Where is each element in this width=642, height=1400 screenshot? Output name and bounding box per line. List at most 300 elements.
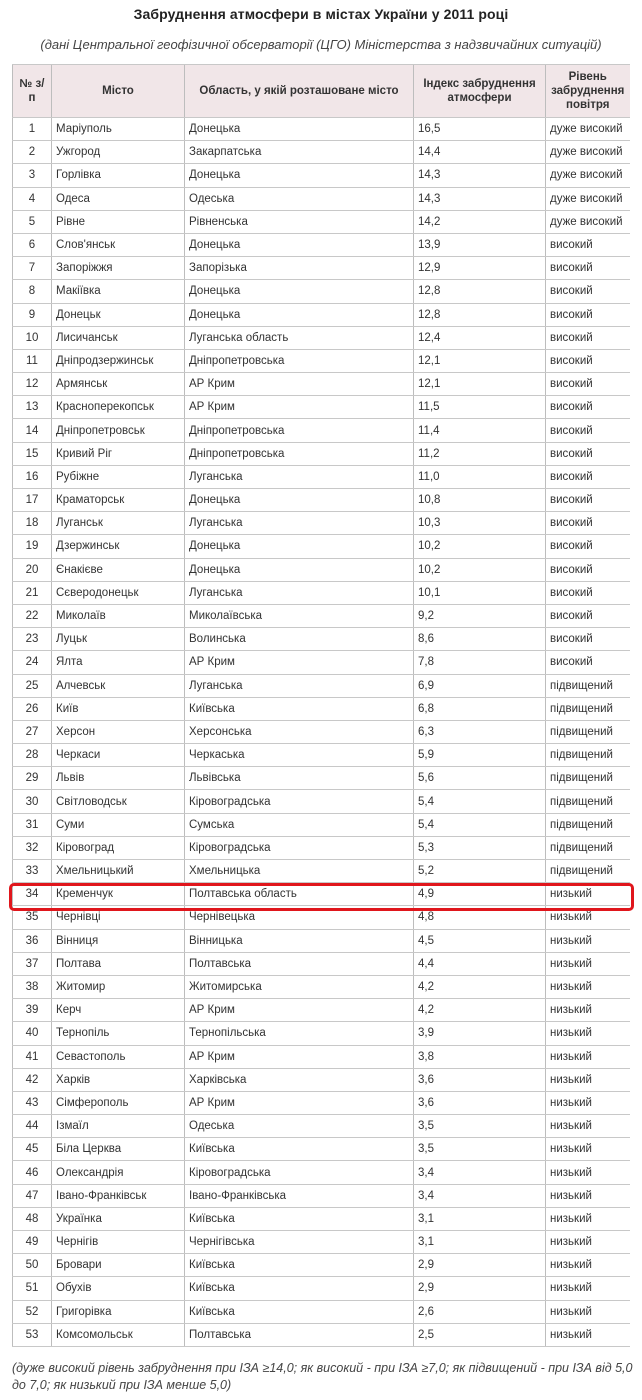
cell-level: низький [546, 1323, 630, 1346]
cell-city: Слов'янськ [52, 233, 185, 256]
cell-city: Херсон [52, 720, 185, 743]
cell-city: Рівне [52, 210, 185, 233]
cell-index: 4,4 [414, 952, 546, 975]
table-row [13, 1254, 630, 1277]
cell-level: підвищений [546, 674, 630, 697]
table-row [13, 697, 630, 720]
cell-index: 3,1 [414, 1207, 546, 1230]
cell-region: Луганська область [185, 326, 414, 349]
table-row [13, 118, 630, 141]
table-row [13, 1045, 630, 1068]
cell-city: Кременчук [52, 883, 185, 906]
cell-level: підвищений [546, 744, 630, 767]
table-row [13, 674, 630, 697]
cell-level: підвищений [546, 767, 630, 790]
cell-region: Донецька [185, 233, 414, 256]
pollution-table [12, 64, 630, 1347]
cell-level: дуже високий [546, 210, 630, 233]
cell-region: Чернівецька [185, 906, 414, 929]
cell-city: Макіївка [52, 280, 185, 303]
table-row [13, 187, 630, 210]
cell-city: Українка [52, 1207, 185, 1230]
cell-index: 14,3 [414, 187, 546, 210]
cell-region: Запорізька [185, 257, 414, 280]
cell-number: 28 [13, 744, 52, 767]
cell-city: Ізмаїл [52, 1115, 185, 1138]
cell-number: 45 [13, 1138, 52, 1161]
cell-level: низький [546, 1068, 630, 1091]
cell-region: Донецька [185, 558, 414, 581]
cell-level: низький [546, 883, 630, 906]
cell-city: Одеса [52, 187, 185, 210]
cell-number: 52 [13, 1300, 52, 1323]
table-row [13, 489, 630, 512]
cell-index: 14,4 [414, 141, 546, 164]
footnote: (дуже високий рівень забруднення при ІЗА ≥14,0; як високий - при ІЗА ≥7,0; як підвищений - при ІЗА від 5,0 до 7,0; як низький при ІЗА менше 5,0) [12, 1361, 633, 1392]
cell-level: низький [546, 952, 630, 975]
cell-index: 16,5 [414, 118, 546, 141]
header-number: № з/п [13, 65, 52, 118]
cell-city: Луганськ [52, 512, 185, 535]
cell-level: дуже високий [546, 141, 630, 164]
cell-index: 2,9 [414, 1277, 546, 1300]
cell-number: 44 [13, 1115, 52, 1138]
table-row [13, 558, 630, 581]
cell-level: високий [546, 489, 630, 512]
cell-number: 37 [13, 952, 52, 975]
cell-city: Горлівка [52, 164, 185, 187]
table-row [13, 1300, 630, 1323]
cell-index: 10,3 [414, 512, 546, 535]
cell-number: 40 [13, 1022, 52, 1045]
cell-city: Керч [52, 999, 185, 1022]
cell-number: 24 [13, 651, 52, 674]
header-region: Область, у якій розташоване місто [185, 65, 414, 118]
cell-level: підвищений [546, 836, 630, 859]
cell-region: Київська [185, 1207, 414, 1230]
cell-index: 10,8 [414, 489, 546, 512]
cell-number: 53 [13, 1323, 52, 1346]
cell-index: 5,3 [414, 836, 546, 859]
table-row [13, 1161, 630, 1184]
cell-city: Донецьк [52, 303, 185, 326]
cell-region: Львівська [185, 767, 414, 790]
cell-level: високий [546, 512, 630, 535]
cell-number: 3 [13, 164, 52, 187]
cell-level: підвищений [546, 720, 630, 743]
cell-index: 5,6 [414, 767, 546, 790]
cell-index: 5,9 [414, 744, 546, 767]
cell-region: Кіровоградська [185, 836, 414, 859]
cell-number: 7 [13, 257, 52, 280]
cell-region: АР Крим [185, 373, 414, 396]
cell-number: 51 [13, 1277, 52, 1300]
cell-region: Волинська [185, 628, 414, 651]
cell-index: 12,4 [414, 326, 546, 349]
cell-region: Полтавська [185, 952, 414, 975]
table-row [13, 651, 630, 674]
cell-level: низький [546, 1091, 630, 1114]
cell-region: Хмельницька [185, 860, 414, 883]
cell-number: 35 [13, 906, 52, 929]
cell-level: підвищений [546, 697, 630, 720]
cell-level: низький [546, 1022, 630, 1045]
table-body [13, 118, 630, 1347]
cell-region: Донецька [185, 303, 414, 326]
cell-region: Донецька [185, 118, 414, 141]
table-row [13, 999, 630, 1022]
cell-index: 4,2 [414, 975, 546, 998]
cell-index: 2,5 [414, 1323, 546, 1346]
cell-region: АР Крим [185, 651, 414, 674]
table-row [13, 1022, 630, 1045]
table-row [13, 512, 630, 535]
cell-city: Львів [52, 767, 185, 790]
cell-city: Севастополь [52, 1045, 185, 1068]
table-row [13, 929, 630, 952]
cell-region: Луганська [185, 512, 414, 535]
cell-region: Донецька [185, 535, 414, 558]
table-row [13, 373, 630, 396]
cell-index: 12,8 [414, 303, 546, 326]
cell-city: Обухів [52, 1277, 185, 1300]
cell-index: 4,8 [414, 906, 546, 929]
cell-index: 3,4 [414, 1184, 546, 1207]
cell-city: Краматорськ [52, 489, 185, 512]
cell-region: Луганська [185, 674, 414, 697]
cell-city: Єнакієве [52, 558, 185, 581]
cell-city: Вінниця [52, 929, 185, 952]
cell-level: низький [546, 1254, 630, 1277]
table-row [13, 720, 630, 743]
cell-index: 5,2 [414, 860, 546, 883]
cell-region: Кіровоградська [185, 790, 414, 813]
cell-region: Одеська [185, 1115, 414, 1138]
table-row [13, 790, 630, 813]
cell-region: Черкаська [185, 744, 414, 767]
cell-level: низький [546, 999, 630, 1022]
cell-level: дуже високий [546, 164, 630, 187]
table-row [13, 303, 630, 326]
cell-index: 9,2 [414, 604, 546, 627]
table-row [13, 1207, 630, 1230]
cell-level: низький [546, 975, 630, 998]
cell-index: 12,1 [414, 349, 546, 372]
table-row [13, 442, 630, 465]
table-row [13, 604, 630, 627]
table-row [13, 906, 630, 929]
cell-region: Рівненська [185, 210, 414, 233]
cell-index: 13,9 [414, 233, 546, 256]
table-row [13, 883, 630, 906]
cell-region: АР Крим [185, 999, 414, 1022]
cell-index: 3,8 [414, 1045, 546, 1068]
cell-city: Сімферополь [52, 1091, 185, 1114]
cell-number: 10 [13, 326, 52, 349]
table-row [13, 141, 630, 164]
cell-city: Ялта [52, 651, 185, 674]
cell-region: Донецька [185, 489, 414, 512]
table-row [13, 628, 630, 651]
cell-number: 19 [13, 535, 52, 558]
cell-region: АР Крим [185, 1045, 414, 1068]
table-row [13, 280, 630, 303]
table-row [13, 1091, 630, 1114]
cell-number: 6 [13, 233, 52, 256]
table-row [13, 465, 630, 488]
cell-index: 12,1 [414, 373, 546, 396]
cell-index: 8,6 [414, 628, 546, 651]
cell-level: високий [546, 396, 630, 419]
table-row [13, 860, 630, 883]
cell-city: Чернівці [52, 906, 185, 929]
cell-region: Донецька [185, 164, 414, 187]
cell-number: 39 [13, 999, 52, 1022]
cell-city: Харків [52, 1068, 185, 1091]
table-row [13, 419, 630, 442]
cell-number: 42 [13, 1068, 52, 1091]
cell-level: низький [546, 1115, 630, 1138]
cell-city: Дніпропетровськ [52, 419, 185, 442]
cell-level: підвищений [546, 860, 630, 883]
cell-level: високий [546, 257, 630, 280]
cell-level: низький [546, 1277, 630, 1300]
cell-city: Бровари [52, 1254, 185, 1277]
cell-number: 16 [13, 465, 52, 488]
cell-number: 1 [13, 118, 52, 141]
cell-number: 21 [13, 581, 52, 604]
cell-number: 22 [13, 604, 52, 627]
table-row [13, 535, 630, 558]
cell-index: 4,2 [414, 999, 546, 1022]
cell-level: дуже високий [546, 187, 630, 210]
cell-number: 4 [13, 187, 52, 210]
cell-city: Луцьк [52, 628, 185, 651]
cell-city: Рубіжне [52, 465, 185, 488]
cell-city: Алчевськ [52, 674, 185, 697]
cell-number: 47 [13, 1184, 52, 1207]
cell-number: 25 [13, 674, 52, 697]
cell-region: Вінницька [185, 929, 414, 952]
cell-city: Олександрія [52, 1161, 185, 1184]
cell-level: високий [546, 303, 630, 326]
cell-level: високий [546, 326, 630, 349]
cell-region: Житомирська [185, 975, 414, 998]
cell-number: 15 [13, 442, 52, 465]
cell-number: 49 [13, 1231, 52, 1254]
cell-index: 3,4 [414, 1161, 546, 1184]
cell-level: високий [546, 581, 630, 604]
cell-city: Житомир [52, 975, 185, 998]
cell-level: низький [546, 929, 630, 952]
header-index: Індекс забруднення атмосфери [414, 65, 546, 118]
cell-level: низький [546, 1184, 630, 1207]
cell-level: низький [546, 1161, 630, 1184]
cell-level: високий [546, 604, 630, 627]
table-row [13, 836, 630, 859]
cell-number: 2 [13, 141, 52, 164]
cell-city: Комсомольськ [52, 1323, 185, 1346]
table-row [13, 1115, 630, 1138]
cell-index: 6,3 [414, 720, 546, 743]
cell-index: 6,8 [414, 697, 546, 720]
table-header-row [13, 65, 630, 118]
cell-number: 18 [13, 512, 52, 535]
cell-city: Полтава [52, 952, 185, 975]
cell-region: Київська [185, 697, 414, 720]
cell-city: Хмельницький [52, 860, 185, 883]
cell-region: Харківська [185, 1068, 414, 1091]
table-row [13, 349, 630, 372]
cell-number: 33 [13, 860, 52, 883]
cell-level: високий [546, 651, 630, 674]
cell-number: 9 [13, 303, 52, 326]
cell-number: 14 [13, 419, 52, 442]
cell-number: 46 [13, 1161, 52, 1184]
cell-region: Полтавська [185, 1323, 414, 1346]
cell-region: Закарпатська [185, 141, 414, 164]
cell-city: Біла Церква [52, 1138, 185, 1161]
table-row [13, 326, 630, 349]
table-row [13, 744, 630, 767]
cell-level: підвищений [546, 813, 630, 836]
cell-level: низький [546, 1231, 630, 1254]
cell-region: Херсонська [185, 720, 414, 743]
cell-city: Кіровоград [52, 836, 185, 859]
cell-level: високий [546, 233, 630, 256]
cell-region: Дніпропетровська [185, 419, 414, 442]
cell-region: Сумська [185, 813, 414, 836]
cell-number: 32 [13, 836, 52, 859]
table-row [13, 396, 630, 419]
cell-city: Запоріжжя [52, 257, 185, 280]
cell-index: 3,9 [414, 1022, 546, 1045]
cell-number: 38 [13, 975, 52, 998]
cell-region: АР Крим [185, 396, 414, 419]
cell-index: 11,4 [414, 419, 546, 442]
cell-number: 27 [13, 720, 52, 743]
cell-index: 5,4 [414, 813, 546, 836]
cell-number: 34 [13, 883, 52, 906]
cell-number: 36 [13, 929, 52, 952]
cell-city: Світловодськ [52, 790, 185, 813]
cell-region: АР Крим [185, 1091, 414, 1114]
cell-region: Київська [185, 1300, 414, 1323]
table-row [13, 975, 630, 998]
cell-region: Івано-Франківська [185, 1184, 414, 1207]
table-row [13, 581, 630, 604]
cell-index: 3,6 [414, 1068, 546, 1091]
cell-city: Красноперекопськ [52, 396, 185, 419]
cell-level: високий [546, 349, 630, 372]
cell-level: високий [546, 419, 630, 442]
cell-city: Чернігів [52, 1231, 185, 1254]
cell-index: 3,6 [414, 1091, 546, 1114]
page-subtitle: (дані Центральної геофізичної обсерваторії (ЦГО) Міністерства з надзвичайних ситуацій) [40, 37, 602, 52]
cell-region: Київська [185, 1138, 414, 1161]
cell-number: 30 [13, 790, 52, 813]
cell-city: Тернопіль [52, 1022, 185, 1045]
cell-number: 31 [13, 813, 52, 836]
table-row [13, 1068, 630, 1091]
cell-index: 12,9 [414, 257, 546, 280]
cell-region: Донецька [185, 280, 414, 303]
cell-level: низький [546, 1300, 630, 1323]
table-row [13, 1323, 630, 1346]
cell-region: Київська [185, 1277, 414, 1300]
cell-index: 10,2 [414, 535, 546, 558]
cell-level: високий [546, 442, 630, 465]
cell-number: 8 [13, 280, 52, 303]
table-row [13, 164, 630, 187]
cell-region: Дніпропетровська [185, 349, 414, 372]
cell-index: 4,9 [414, 883, 546, 906]
table-row [13, 210, 630, 233]
cell-number: 29 [13, 767, 52, 790]
cell-region: Дніпропетровська [185, 442, 414, 465]
cell-index: 3,5 [414, 1138, 546, 1161]
cell-level: низький [546, 906, 630, 929]
cell-city: Дніпродзержинськ [52, 349, 185, 372]
cell-number: 50 [13, 1254, 52, 1277]
header-level: Рівень забруднення повітря [546, 65, 630, 118]
cell-number: 48 [13, 1207, 52, 1230]
cell-index: 2,9 [414, 1254, 546, 1277]
cell-index: 11,5 [414, 396, 546, 419]
cell-index: 14,3 [414, 164, 546, 187]
cell-city: Миколаїв [52, 604, 185, 627]
cell-index: 4,5 [414, 929, 546, 952]
cell-number: 5 [13, 210, 52, 233]
cell-number: 43 [13, 1091, 52, 1114]
cell-index: 12,8 [414, 280, 546, 303]
cell-index: 7,8 [414, 651, 546, 674]
table-row [13, 233, 630, 256]
cell-region: Луганська [185, 581, 414, 604]
cell-city: Черкаси [52, 744, 185, 767]
cell-index: 3,5 [414, 1115, 546, 1138]
cell-number: 23 [13, 628, 52, 651]
cell-region: Тернопільська [185, 1022, 414, 1045]
table-row [13, 257, 630, 280]
cell-level: дуже високий [546, 118, 630, 141]
cell-city: Івано-Франківськ [52, 1184, 185, 1207]
table-row [13, 952, 630, 975]
cell-region: Одеська [185, 187, 414, 210]
cell-level: високий [546, 280, 630, 303]
cell-region: Миколаївська [185, 604, 414, 627]
cell-level: низький [546, 1138, 630, 1161]
header-city: Місто [52, 65, 185, 118]
cell-index: 14,2 [414, 210, 546, 233]
cell-index: 5,4 [414, 790, 546, 813]
cell-number: 13 [13, 396, 52, 419]
cell-level: високий [546, 558, 630, 581]
cell-level: високий [546, 535, 630, 558]
cell-number: 41 [13, 1045, 52, 1068]
cell-region: Київська [185, 1254, 414, 1277]
cell-level: високий [546, 465, 630, 488]
cell-city: Суми [52, 813, 185, 836]
cell-level: високий [546, 628, 630, 651]
cell-region: Кіровоградська [185, 1161, 414, 1184]
cell-index: 2,6 [414, 1300, 546, 1323]
cell-level: підвищений [546, 790, 630, 813]
cell-city: Сєверодонецьк [52, 581, 185, 604]
cell-city: Армянськ [52, 373, 185, 396]
cell-region: Луганська [185, 465, 414, 488]
cell-city: Григорівка [52, 1300, 185, 1323]
